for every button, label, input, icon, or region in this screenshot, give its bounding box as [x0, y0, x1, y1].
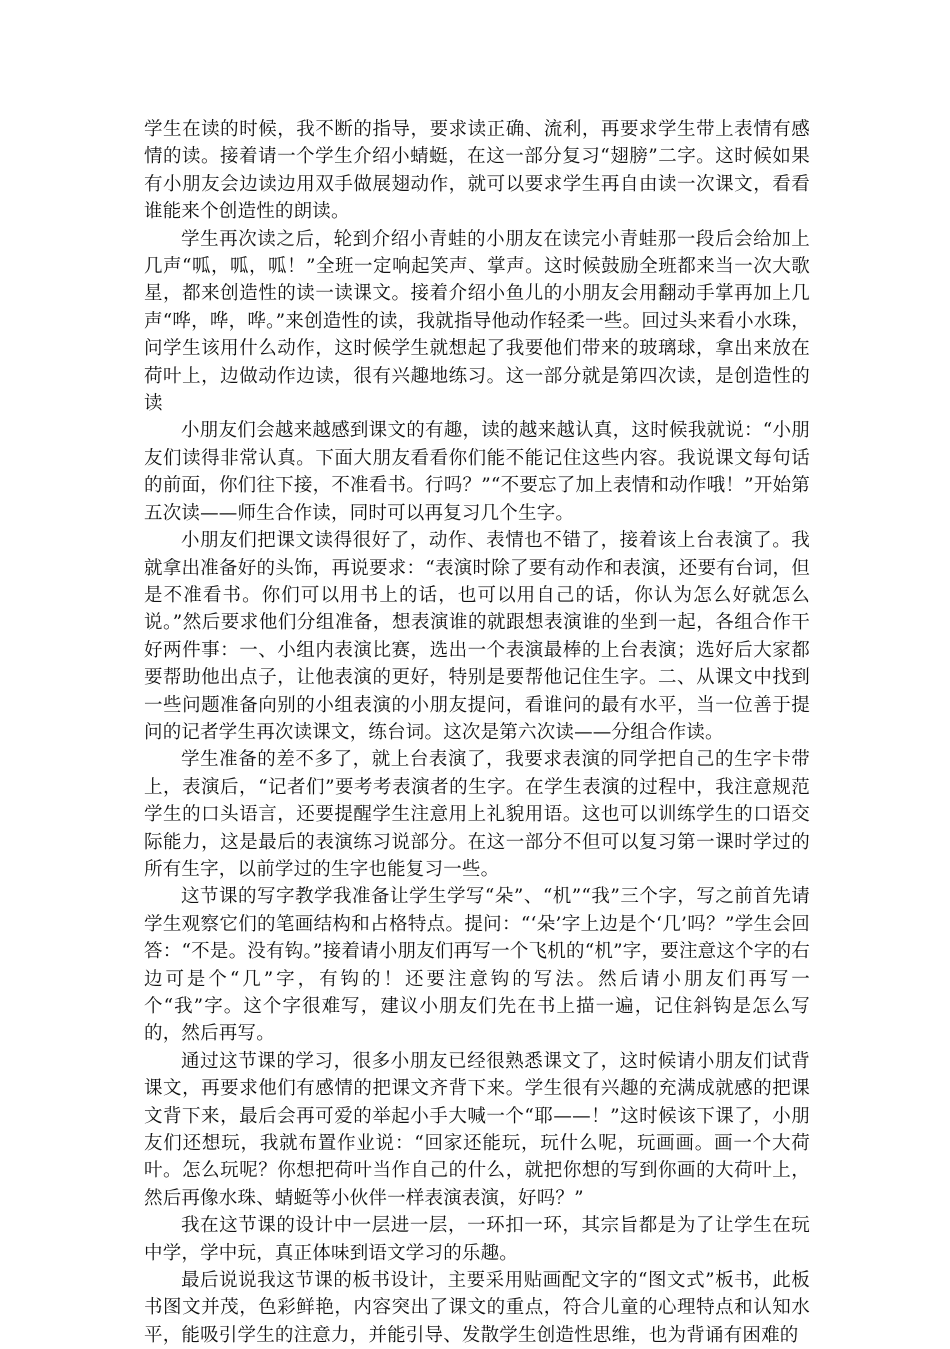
paragraph-2: 学生再次读之后，轮到介绍小青蛙的小朋友在读完小青蛙那一段后会给加上几声“呱，呱，呱！”全班一定响起笑声、掌声。这时候鼓励全班都来当一次大歌星，都来创造性的读一读课文。接着介绍小鱼儿的小朋友会用翻动手掌再加上几声“哗，哗，哗。”来创造性的读，我就指导他动作轻柔一些。回过头来看小水珠，问学生该用什么动作，这时候学生就想起了我要他们带来的玻璃球，拿出来放在荷叶上，边做动作边读，很有兴趣地练习。这一部分就是第四次读，是创造性的读 — [144, 228, 810, 415]
document-body — [144, 116, 810, 1349]
paragraph-3: 小朋友们会越来越感到课文的有趣，读的越来越认真，这时候我就说：“小朋友们读得非常认真。下面大朋友看看你们能不能记住这些内容。我说课文每句话的前面，你们往下接，不准看书。行吗？”“不要忘了加上表情和动作哦！”开始第五次读——师生合作读，同时可以再复习几个生字。 — [144, 420, 810, 524]
paragraph-7: 通过这节课的学习，很多小朋友已经很熟悉课文了，这时候请小朋友们试背课文，再要求他们有感情的把课文齐背下来。学生很有兴趣的充满成就感的把课文背下来，最后会再可爱的举起小手大喊一个“耶——！”这时候该下课了，小朋友们还想玩，我就布置作业说：“回家还能玩，玩什么呢，玩画画。画一个大荷叶。怎么玩呢？你想把荷叶当作自己的什么，就把你想的写到你画的大荷叶上，然后再像水珠、蜻蜓等小伙伴一样表演表演，好吗？” — [144, 1050, 810, 1209]
paragraph-9: 最后说说我这节课的板书设计，主要采用贴画配文字的“图文式”板书，此板书图文并茂，色彩鲜艳，内容突出了课文的重点，符合儿童的心理特点和认知水平，能吸引学生的注意力，并能引导、发散学生创造性思维，也为背诵有困难的 — [144, 1270, 810, 1346]
paragraph-6: 这节课的写字教学我准备让学生学写“朵”、“机”“我”三个字，写之前首先请学生观察它们的笔画结构和占格特点。提问：“‘朵’字上边是个‘几’吗？”学生会回答：“不是。没有钩。”接着请小朋友们再写一个飞机的“机”字，要注意这个字的右边可是个“几”字，有钩的！还要注意钩的写法。然后请小朋友们再写一个“我”字。这个字很难写，建议小朋友们先在书上描一遍，记住斜钩是怎么写的，然后再写。 — [144, 886, 810, 1045]
paragraph-5: 学生准备的差不多了，就上台表演了，我要求表演的同学把自己的生字卡带上，表演后，“记者们”要考考表演者的生字。在学生表演的过程中，我注意规范学生的口头语言，还要提醒学生注意用上礼貌用语。这也可以训练学生的口语交际能力，这是最后的表演练习说部分。在这一部分不但可以复习第一课时学过的所有生字，以前学过的生字也能复习一些。 — [144, 749, 810, 880]
paragraph-8: 我在这节课的设计中一层进一层，一环扣一环，其宗旨都是为了让学生在玩中学，学中玩，真正体味到语文学习的乐趣。 — [144, 1215, 810, 1264]
paragraph-4: 小朋友们把课文读得很好了，动作、表情也不错了，接着该上台表演了。我就拿出准备好的头饰，再说要求：“表演时除了要有动作和表演，还要有台词，但是不准看书。你们可以用书上的话，也可以用自己的话，你认为怎么好就怎么说。”然后要求他们分组准备，想表演谁的就跟想表演谁的坐到一起，各组合作干好两件事：一、小组内表演比赛，选出一个表演最棒的上台表演；选好后大家都要帮助他出点子，让他表演的更好，特别是要帮他记住生字。二、从课文中找到一些问题准备向别的小组表演的小朋友提问，看谁问的最有水平，当一位善于提问的记者学生再次读课文，练台词。这次是第六次读——分组合作读。 — [144, 530, 810, 743]
paragraph-1: 学生在读的时候，我不断的指导，要求读正确、流利，再要求学生带上表情有感情的读。接着请一个学生介绍小蜻蜓，在这一部分复习“翅膀”二字。这时候如果有小朋友会边读边用双手做展翅动作，就可以要求学生再自由读一次课文，看看谁能来个创造性的朗读。 — [144, 119, 810, 223]
